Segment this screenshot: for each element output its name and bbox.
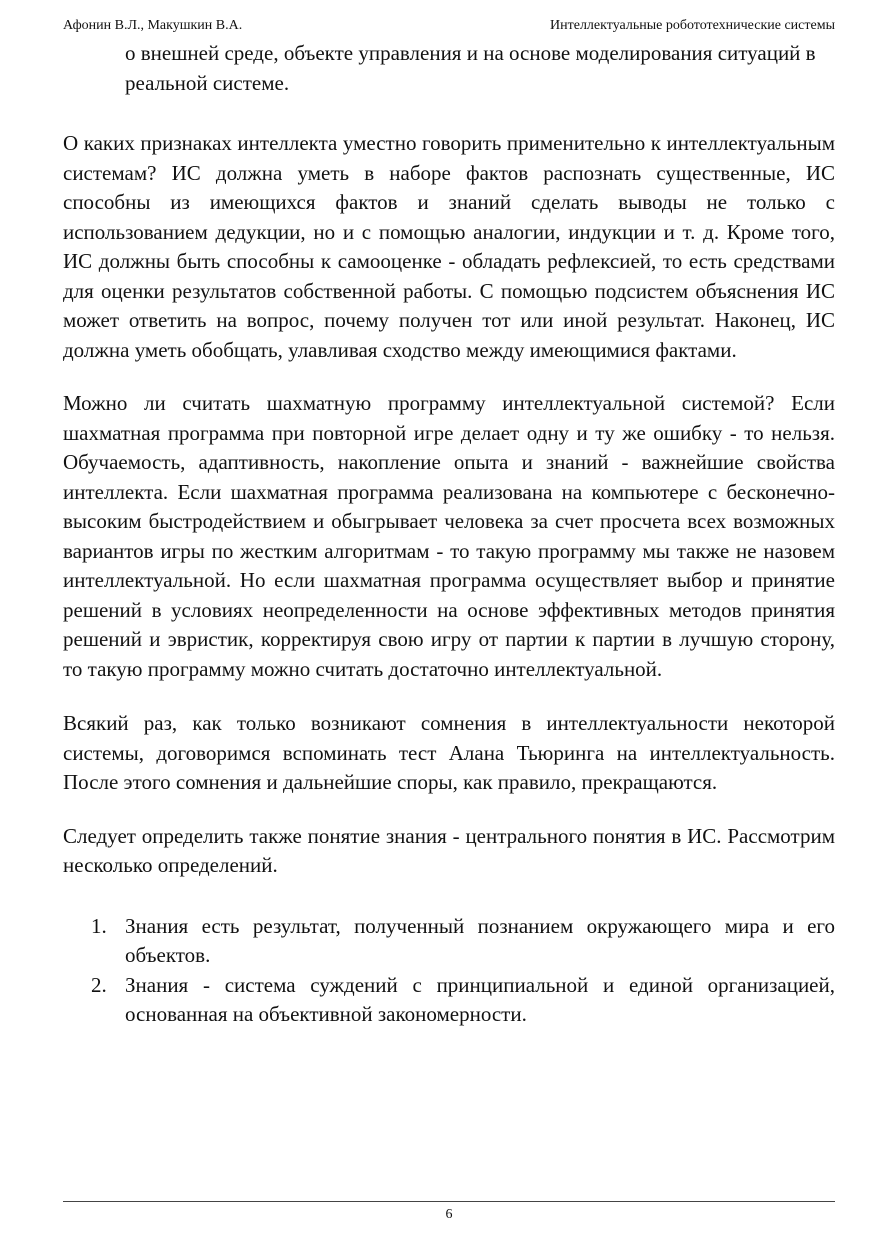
list-item-number: 1. (91, 913, 107, 938)
page-header (63, 16, 835, 36)
footer-divider (63, 1201, 835, 1202)
list-item-text: Знания - система суждений с принципиальной и единой организацией, основанная на объективной закономерности. (125, 972, 835, 1026)
carry-over-list-text: о внешней среде, объекте управления и на основе моделирования ситуаций в реальной системе. (125, 41, 816, 95)
list-item-number: 2. (91, 972, 107, 997)
list-item (63, 912, 835, 971)
page-number: 6 (445, 1207, 453, 1222)
paragraph-chess-program: Можно ли считать шахматную программу интеллектуальной системой? Если шахматная программа при повторной игре делает одну и ту же ошибку - то нельзя. Обучаемость, адаптивность, накопление опыта и знаний - важнейшие свойства интеллекта. Если шахматная программа реализована на компьютере с бесконечно-высоким быстродействием и обыгрывает человека за счет просчета всех возможных вариантов игры по жестким алгоритмам - то такую программу мы также не назовем интеллектуальной. Но если шахматная программа осуществляет выбор и принятие решений в условиях неопределенности на основе эффективных методов принятия решений и эвристик, корректируя свою игру от партии к партии в лучшую сторону, то такую программу можно считать достаточно интеллектуальной. (63, 391, 835, 681)
definitions-list (63, 912, 835, 1030)
paragraph-knowledge-definition: Следует определить также понятие знания - центрального понятия в ИС. Рассмотрим несколько определений. (63, 823, 835, 877)
page-body (63, 39, 835, 1030)
paragraph-turing-test: Всякий раз, как только возникают сомнения в интеллектуальности некоторой системы, договоримся вспоминать тест Алана Тьюринга на интеллектуальность. После этого сомнения и дальнейшие споры, как правило, прекращаются. (63, 711, 835, 794)
list-item (63, 971, 835, 1030)
paragraph-intelligence-signs: О каких признаках интеллекта уместно говорить применительно к интеллектуальным системам? ИС должна уметь в наборе фактов распознать существенные, ИС способны из имеющихся фактов и знаний сделать выводы не только с использованием дедукции, но и с помощью аналогии, индукции и т. д. Кроме того, ИС должны быть способны к самооценке - обладать рефлексией, то есть средствами для оценки результатов собственной работы. С помощью подсистем объяснения ИС может ответить на вопрос, почему получен тот или иной результат. Наконец, ИС должна уметь обобщать, улавливая сходство между имеющимися фактами. (63, 131, 835, 362)
header-book-title: Интеллектуальные робототехнические системы (550, 18, 835, 33)
list-item-text: Знания есть результат, полученный познанием окружающего мира и его объектов. (125, 913, 835, 967)
header-authors: Афонин В.Л., Макушкин В.А. (63, 18, 243, 33)
